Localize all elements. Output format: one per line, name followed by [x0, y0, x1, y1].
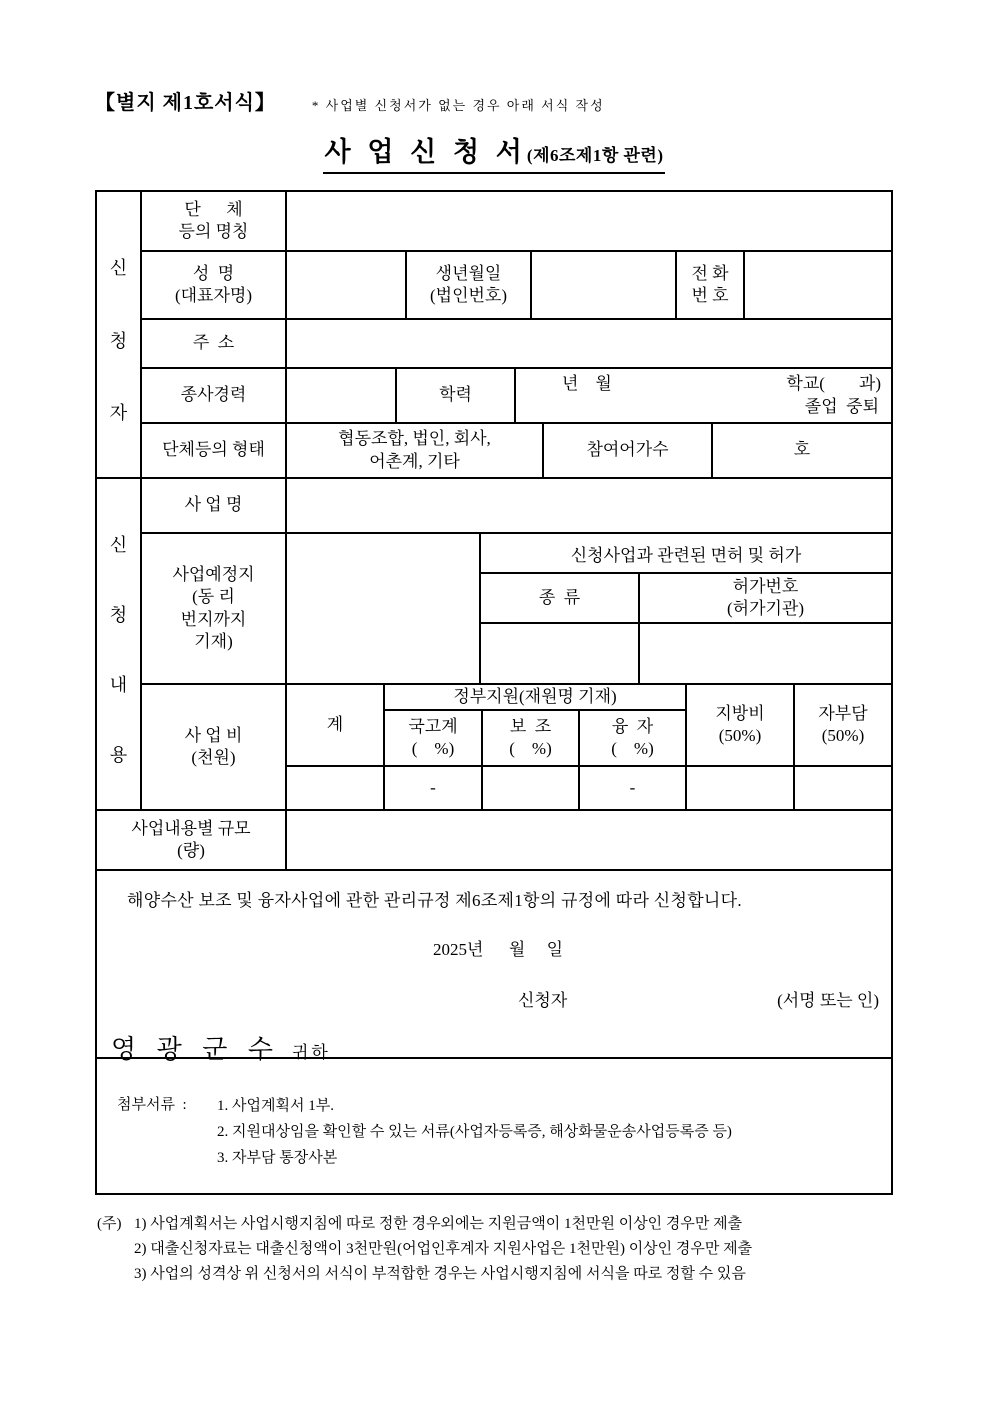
org-type-label: 단체등의 형태: [142, 424, 287, 477]
signer-line: [97, 986, 891, 1011]
address-label: 주 소: [142, 320, 287, 367]
application-form-table: [95, 190, 893, 1195]
row-scale: [97, 811, 891, 871]
education-detail-line1: 년 월 학교( 과): [562, 373, 881, 393]
cost-total-label: 계: [287, 685, 385, 767]
attachment-item: 3. 자부담 통장사본: [217, 1150, 338, 1166]
notes-list: [134, 1212, 752, 1287]
org-name-value-cell: [287, 192, 891, 250]
attachments-section: [97, 1059, 891, 1171]
license-block: [481, 534, 891, 683]
license-type-value-cell: [481, 624, 640, 683]
row-org-name: [142, 192, 891, 252]
phone-label: 전 화 번 호: [677, 252, 745, 318]
gov-support-header: 정부지원(재원명 기재): [385, 685, 687, 711]
page-title: [323, 130, 664, 174]
section-char: 청: [109, 605, 128, 625]
signer-label: 신청자: [518, 991, 568, 1010]
applicant-rows: [142, 192, 891, 477]
national-fund-label: 국고계 ( %): [385, 711, 483, 767]
recipient-name: 영 광 군 수: [111, 1035, 280, 1064]
row-address: [142, 320, 891, 369]
section-char: 신: [109, 258, 128, 278]
birth-label: 생년월일 (법인번호): [407, 252, 532, 318]
self-fund-value-cell: [795, 767, 891, 809]
title-wrap: [95, 130, 893, 174]
birth-value-cell: [532, 252, 677, 318]
note-item: 1) 사업계획서는 사업시행지침에 따로 정한 경우외에는 지원금액이 1천만원 이상인 경우만 제출: [134, 1216, 743, 1232]
loan-label: 융 자 ( %): [580, 711, 687, 767]
date-line: 2025년 월 일: [433, 940, 564, 959]
row-career-education: [142, 369, 891, 424]
org-type-options-cell: 협동조합, 법인, 회사, 어촌계, 기타: [287, 424, 544, 477]
attachments-list: [217, 1093, 732, 1171]
project-name-label: 사 업 명: [142, 479, 287, 532]
notes-prefix: (주): [97, 1216, 122, 1232]
note-item: 2) 대출신청자료는 대출신청액이 3천만원(어업인후계자 지원사업은 1천만원) 이상인 경우만 제출: [134, 1241, 753, 1257]
form-id: 【별지 제1호서식】: [95, 92, 276, 114]
participants-unit-cell: 호: [793, 440, 811, 460]
education-detail-line2: 졸업 중퇴: [804, 396, 879, 416]
subsidy-value-cell: [483, 767, 580, 809]
participants-label: 참여어가수: [544, 424, 713, 477]
section-char: 자: [109, 403, 128, 423]
name-label: 성 명 (대표자명): [142, 252, 287, 318]
name-value-cell: [287, 252, 407, 318]
site-label: 사업예정지 (동 리 번지까지 기재): [142, 534, 287, 683]
attachment-item: 2. 지원대상임을 확인할 수 있는 서류(사업자등록증, 해상화물운송사업등록증 등): [217, 1124, 732, 1140]
row-project-cost: [142, 685, 891, 809]
education-detail-cell: [516, 369, 891, 422]
statement-section: [97, 871, 891, 1064]
local-fund-label: 지방비 (50%): [687, 685, 795, 767]
national-fund-value-cell: -: [385, 767, 483, 809]
row-project-site: [142, 534, 891, 685]
cost-label: 사 업 비 (천원): [142, 685, 287, 809]
license-data-row: [481, 624, 891, 683]
subsidy-label: 보 조 ( %): [483, 711, 580, 767]
cost-total-value-cell: [287, 767, 385, 809]
content-rows: [142, 479, 891, 809]
signature-note: (서명 또는 인): [777, 991, 879, 1010]
row-org-type: [142, 424, 891, 477]
scale-value-cell: [287, 811, 891, 869]
phone-value-cell: [745, 252, 891, 318]
note-item: 3) 사업의 성격상 위 신청서의 서식이 부적합한 경우는 사업시행지침에 서식을 따로 정할 수 있음: [134, 1266, 746, 1282]
section-applicant: [97, 192, 891, 477]
loan-value-cell: -: [580, 767, 687, 809]
project-name-value-cell: [287, 479, 891, 532]
address-value-cell: [287, 320, 891, 367]
declaration-text: 해양수산 보조 및 융자사업에 관한 관리규정 제6조제1항의 규정에 따라 신청합니다.: [127, 891, 742, 910]
license-number-value-cell: [640, 624, 891, 683]
form-header: [95, 86, 605, 115]
section-char: 내: [109, 675, 128, 695]
recipient-suffix: 귀하: [291, 1043, 331, 1062]
org-name-label: 단 체 등의 명칭: [142, 192, 287, 250]
attachment-item: 1. 사업계획서 1부.: [217, 1098, 334, 1114]
section-char: 신: [109, 535, 128, 555]
license-header: 신청사업과 관련된 면허 및 허가: [481, 534, 891, 574]
license-number-label: 허가번호 (허가기관): [726, 576, 804, 618]
cost-grid: [287, 685, 891, 809]
license-subheader-row: [481, 574, 891, 624]
site-value-cell: [287, 534, 481, 683]
section-content: [97, 479, 891, 809]
form-note: * 사업별 신청서가 없는 경우 아래 서식 작성: [311, 98, 605, 113]
row-project-name: [142, 479, 891, 534]
section-char: 용: [109, 745, 128, 765]
row-name-birth-phone: [142, 252, 891, 320]
career-label: 종사경력: [142, 369, 287, 422]
local-fund-value-cell: [687, 767, 795, 809]
education-label: 학력: [397, 369, 516, 422]
license-type-label: 종 류: [481, 574, 640, 622]
section-label-content: [97, 479, 142, 809]
title-main: 사 업 신 청 서: [324, 137, 527, 167]
career-value-cell: [287, 369, 397, 422]
section-label-applicant: [97, 192, 142, 477]
scale-label: 사업내용별 규모 (량): [97, 811, 287, 869]
title-sub: (제6조제1항 관련): [526, 146, 664, 165]
self-fund-label: 자부담 (50%): [795, 685, 891, 767]
section-char: 청: [109, 330, 128, 351]
attachments-label: 첨부서류 :: [117, 1097, 187, 1113]
footer-notes: [97, 1212, 913, 1287]
